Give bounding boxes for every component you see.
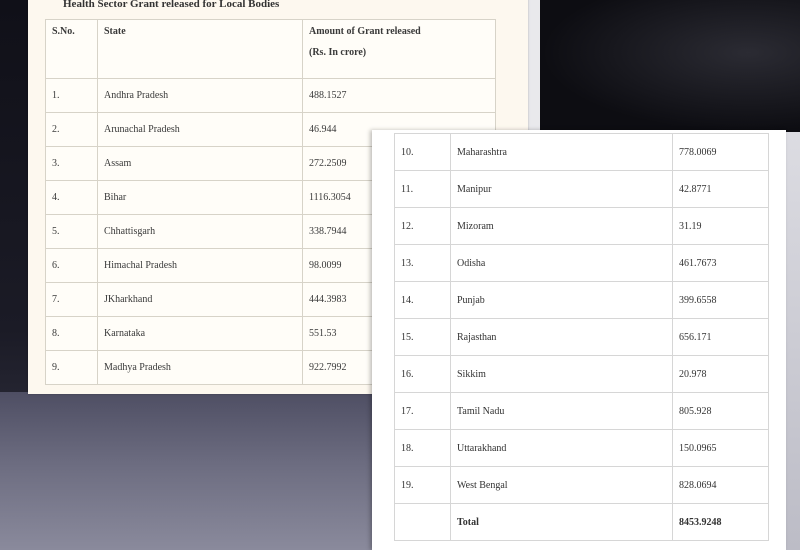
cell-amount: 444.3983 <box>303 283 496 317</box>
header-state: State <box>98 20 303 79</box>
header-amount <box>303 20 496 79</box>
cell-sno: 19. <box>395 467 451 504</box>
cell-amount: 42.8771 <box>673 171 769 208</box>
cell-sno: 2. <box>46 113 98 147</box>
header-amount-label: Amount of Grant released <box>309 26 421 37</box>
cell-state: Assam <box>98 147 303 181</box>
cell-sno: 6. <box>46 249 98 283</box>
table-row <box>395 467 769 504</box>
table-row <box>395 208 769 245</box>
cell-amount: 31.19 <box>673 208 769 245</box>
cell-state: Chhattisgarh <box>98 215 303 249</box>
table-row <box>395 393 769 430</box>
cell-sno: 18. <box>395 430 451 467</box>
grant-table-part2 <box>394 133 769 541</box>
cell-amount: 20.978 <box>673 356 769 393</box>
table-total-row <box>395 504 769 541</box>
cell-sno: 11. <box>395 171 451 208</box>
cell-state: Uttarakhand <box>451 430 673 467</box>
cell-amount: 150.0965 <box>673 430 769 467</box>
cell-state: West Bengal <box>451 467 673 504</box>
table-row <box>395 319 769 356</box>
cell-state: Madhya Pradesh <box>98 351 303 385</box>
cell-amount: 46.944 <box>303 113 496 147</box>
cell-state: Mizoram <box>451 208 673 245</box>
cell-total-label: Total <box>451 504 673 541</box>
background-blurred-region <box>0 392 380 550</box>
cell-amount: 922.7992 <box>303 351 496 385</box>
cell-state: JKharkhand <box>98 283 303 317</box>
cell-state: Karnataka <box>98 317 303 351</box>
table-row <box>395 171 769 208</box>
table-body-part2 <box>395 134 769 541</box>
cell-sno: 14. <box>395 282 451 319</box>
background-dark-region <box>540 0 800 132</box>
cell-state: Odisha <box>451 245 673 282</box>
cell-state: Maharashtra <box>451 134 673 171</box>
cell-amount: 805.928 <box>673 393 769 430</box>
cell-sno: 3. <box>46 147 98 181</box>
cell-sno: 17. <box>395 393 451 430</box>
table-row <box>395 430 769 467</box>
cell-amount: 828.0694 <box>673 467 769 504</box>
cell-amount: 272.2509 <box>303 147 496 181</box>
cell-state: Manipur <box>451 171 673 208</box>
document-sheet-part2 <box>372 130 786 550</box>
cell-total-amount: 8453.9248 <box>673 504 769 541</box>
cell-amount: 656.171 <box>673 319 769 356</box>
cell-sno: 16. <box>395 356 451 393</box>
cell-amount: 338.7944 <box>303 215 496 249</box>
document-title: Health Sector Grant released for Local Bodies <box>63 0 280 10</box>
cell-state: Tamil Nadu <box>451 393 673 430</box>
table-row <box>395 282 769 319</box>
cell-sno: 15. <box>395 319 451 356</box>
cell-amount: 551.53 <box>303 317 496 351</box>
cell-amount: 98.0099 <box>303 249 496 283</box>
cell-amount: 461.7673 <box>673 245 769 282</box>
cell-sno: 5. <box>46 215 98 249</box>
table-header-row <box>46 20 496 79</box>
table-row <box>395 134 769 171</box>
cell-sno: 10. <box>395 134 451 171</box>
cell-state: Arunachal Pradesh <box>98 113 303 147</box>
cell-sno: 9. <box>46 351 98 385</box>
cell-state: Himachal Pradesh <box>98 249 303 283</box>
cell-amount: 1116.3054 <box>303 181 496 215</box>
cell-sno <box>395 504 451 541</box>
cell-amount: 778.0069 <box>673 134 769 171</box>
header-amount-unit: (Rs. In crore) <box>309 47 367 58</box>
table-row <box>395 356 769 393</box>
cell-sno: 13. <box>395 245 451 282</box>
cell-sno: 4. <box>46 181 98 215</box>
cell-sno: 8. <box>46 317 98 351</box>
table-row <box>46 79 496 113</box>
cell-sno: 1. <box>46 79 98 113</box>
cell-state: Rajasthan <box>451 319 673 356</box>
cell-state: Sikkim <box>451 356 673 393</box>
cell-state: Punjab <box>451 282 673 319</box>
cell-state: Bihar <box>98 181 303 215</box>
table-row <box>395 245 769 282</box>
cell-amount: 399.6558 <box>673 282 769 319</box>
header-sno: S.No. <box>46 20 98 79</box>
cell-state: Andhra Pradesh <box>98 79 303 113</box>
cell-amount: 488.1527 <box>303 79 496 113</box>
cell-sno: 12. <box>395 208 451 245</box>
cell-sno: 7. <box>46 283 98 317</box>
